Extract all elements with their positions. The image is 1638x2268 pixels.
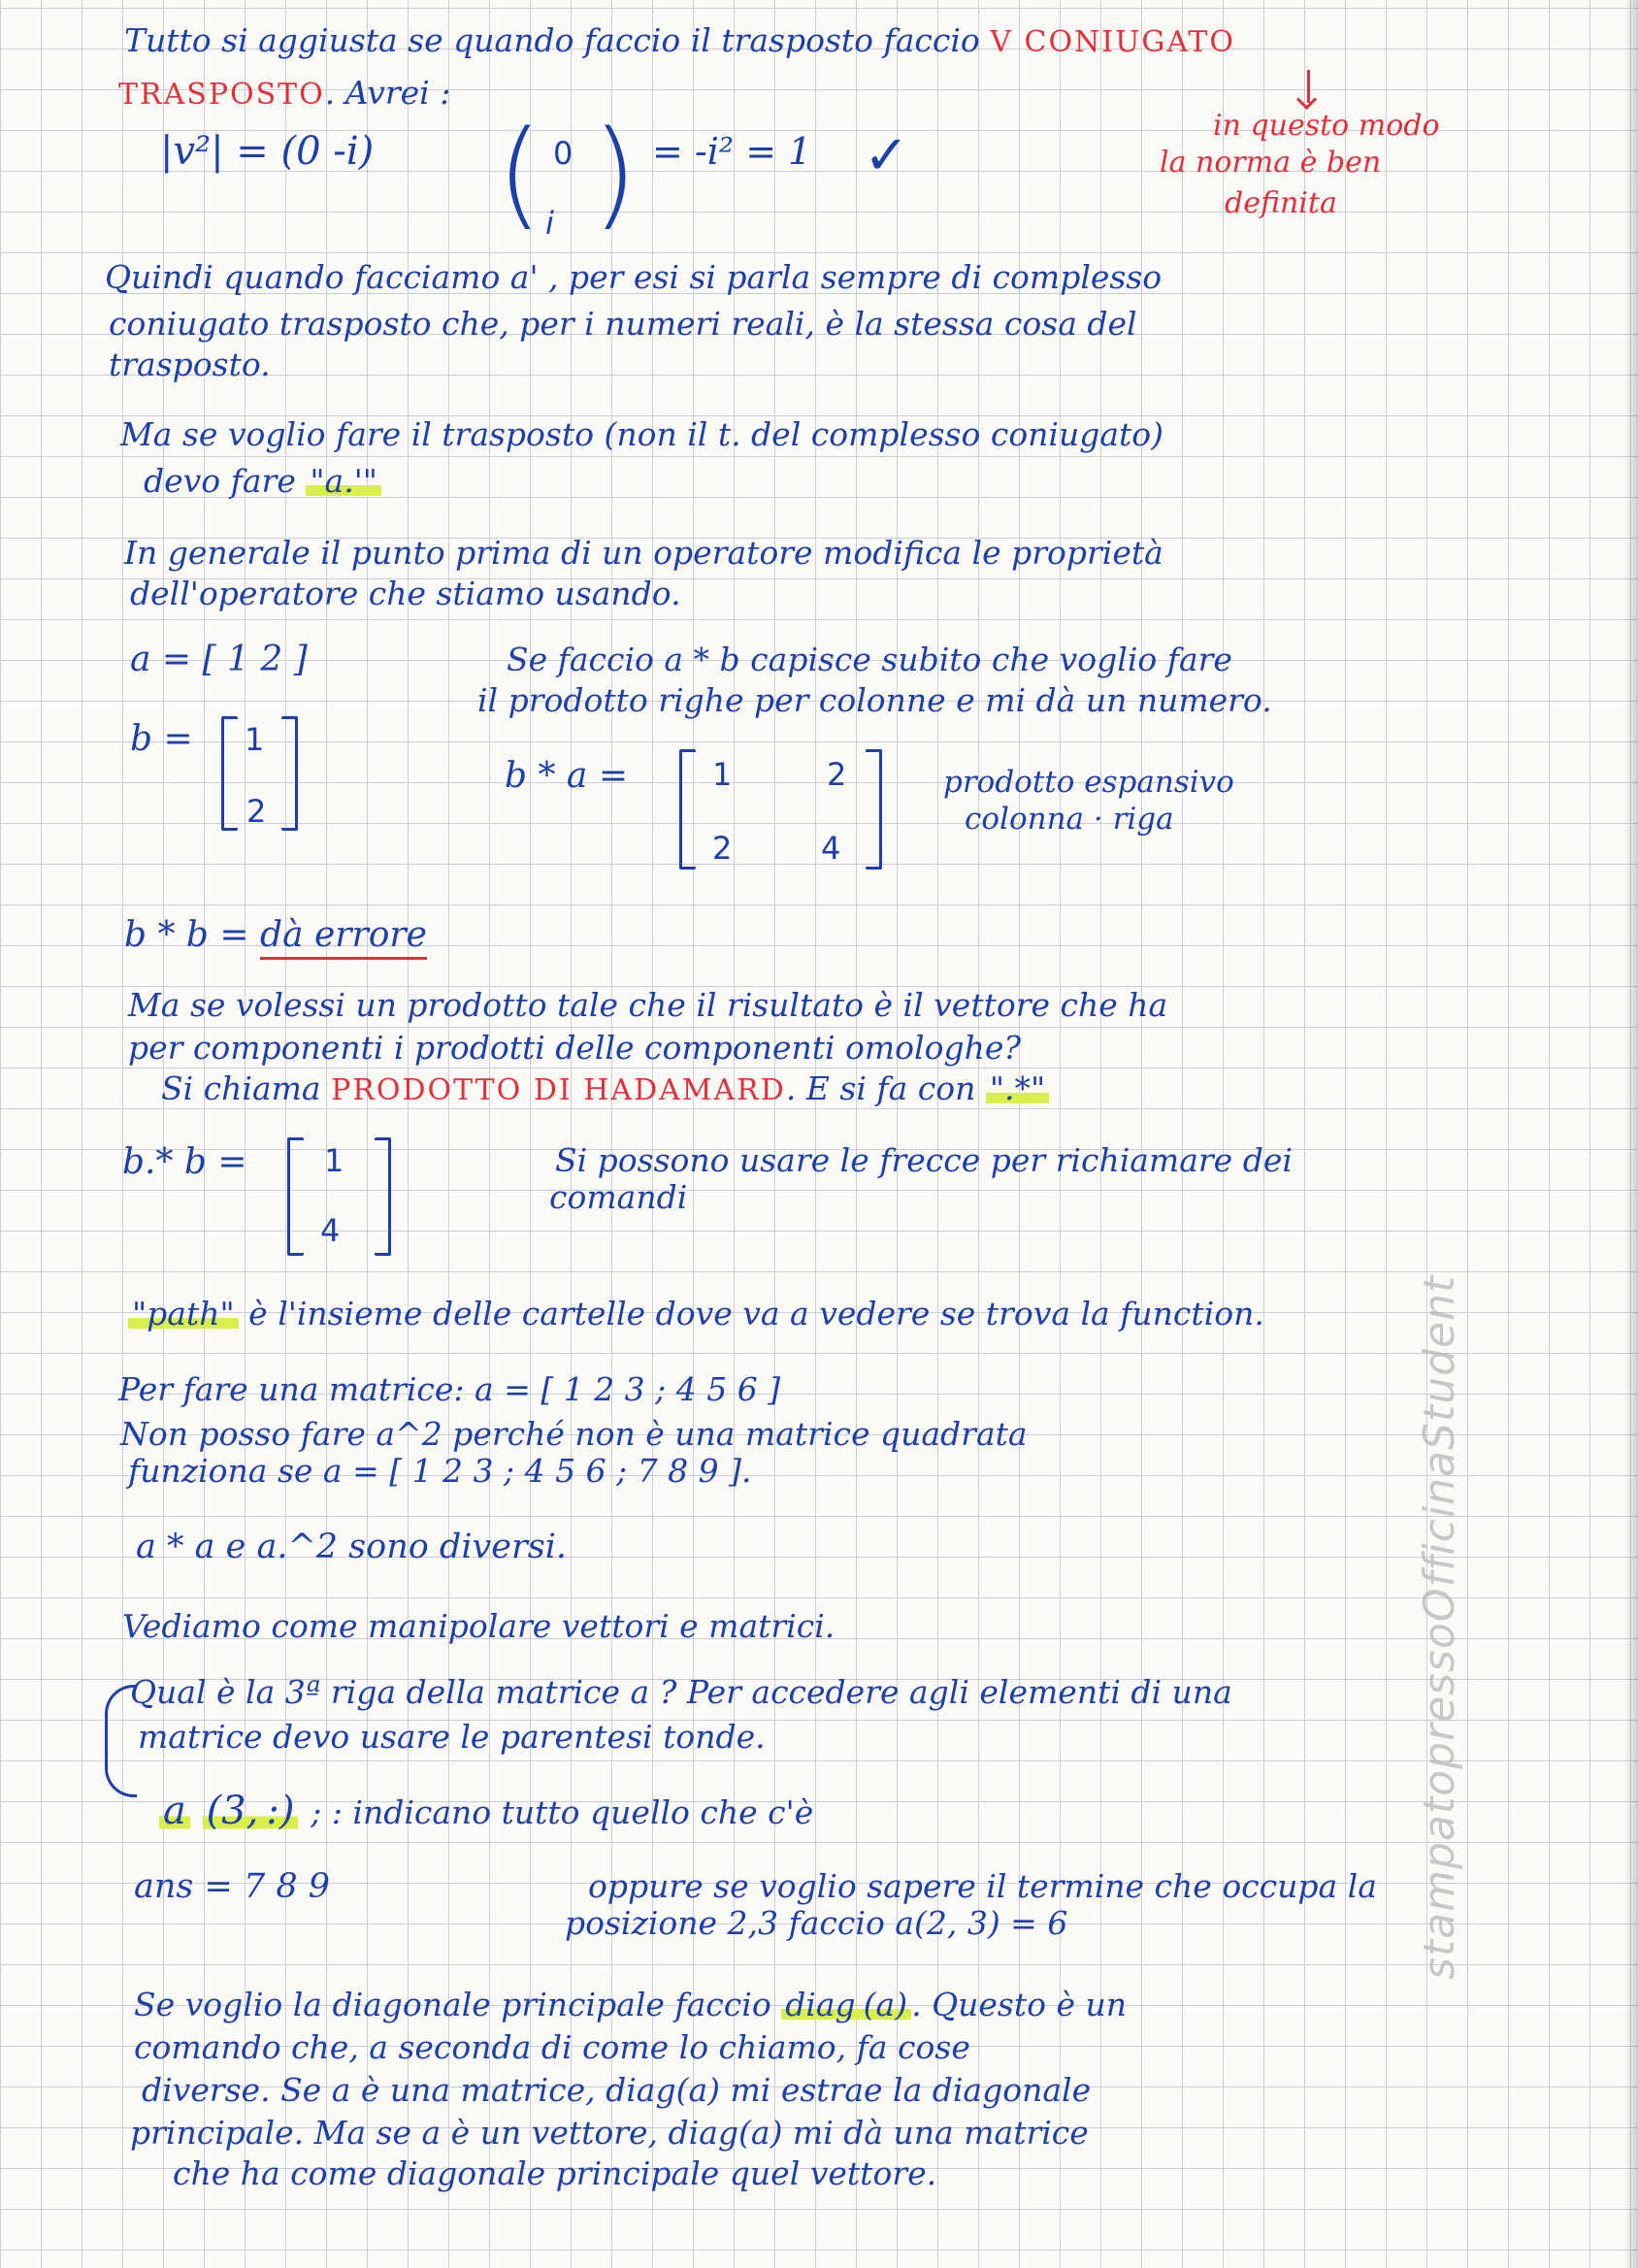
text-line: dell'operatore che stiamo usando.	[130, 575, 681, 612]
text-line	[128, 1295, 1264, 1333]
text-span: . Avrei :	[324, 74, 451, 112]
matrix-cell: 2	[246, 793, 267, 830]
red-term: V CONIUGATO	[990, 25, 1236, 59]
text-line: Quindi quando facciamo a' , per esi si parla sempre di complesso	[105, 258, 1163, 296]
vector-b-label: b =	[130, 719, 193, 759]
text-line: funziona se a = [ 1 2 3 ; 4 5 6 ; 7 8 9 ].	[128, 1452, 752, 1490]
highlighted-code: a	[159, 1789, 190, 1833]
text-span: ; : indicano tutto quello che c'è	[311, 1793, 814, 1831]
paren-left: (	[497, 107, 542, 242]
text-line: Qual è la 3ª riga della matrice a ? Per accedere agli elementi di una	[130, 1673, 1232, 1711]
text-span: Se voglio la diagonale principale faccio	[134, 1986, 771, 2023]
text-line: a * a e a.^2 sono diversi.	[136, 1528, 568, 1566]
highlighted-code: (3,	[203, 1789, 263, 1833]
text-line: posizione 2,3 faccio a(2, 3) = 6	[565, 1904, 1068, 1942]
text-line	[124, 21, 1235, 62]
highlighted-code: ".*"	[986, 1069, 1049, 1107]
red-term: TRASPOSTO	[118, 78, 325, 112]
bracket-right	[281, 716, 298, 831]
text-line: Vediamo come manipolare vettori e matrici.	[122, 1607, 835, 1645]
bracket-left	[287, 1137, 304, 1256]
red-term: PRODOTTO DI HADAMARD	[331, 1073, 786, 1107]
bracket-right	[866, 749, 882, 870]
text-line: trasposto.	[109, 345, 271, 383]
text-line: Per fare una matrice: a = [ 1 2 3 ; 4 5 6 ]	[118, 1370, 781, 1408]
highlighted-code: :)	[262, 1789, 298, 1833]
text-line: oppure se voglio sapere il termine che occupa la	[588, 1867, 1377, 1905]
text-line	[118, 74, 450, 115]
matrix-cell: 4	[320, 1212, 341, 1249]
vector-a-def: a = [ 1 2 ]	[130, 640, 308, 679]
text-line: diverse. Se a è una matrice, diag(a) mi estrae la diagonale	[142, 2071, 1092, 2109]
text-span: devo fare	[144, 462, 296, 500]
arrow-down-icon	[1307, 70, 1310, 103]
text-line: il prodotto righe per colonne e mi dà un numero.	[477, 681, 1272, 719]
norm-result: = -i² = 1	[652, 130, 812, 173]
text-line: Non posso fare a^2 perché non è una matrice quadrata	[120, 1415, 1028, 1453]
text-span: è l'insieme delle cartelle dove va a vedere se trova la function.	[248, 1295, 1264, 1332]
text-line: matrice devo usare le parentesi tonde.	[138, 1718, 766, 1756]
bracket-left	[221, 716, 238, 831]
text-line: per componenti i prodotti delle componenti omologhe?	[128, 1029, 1022, 1067]
matrix-cell: 1	[245, 721, 265, 758]
text-line: colonna · riga	[965, 802, 1174, 837]
page-edge	[1624, 0, 1638, 2268]
text-line: In generale il punto prima di un operatore modifica le proprietà	[124, 534, 1163, 572]
text-line	[161, 1069, 1049, 1110]
highlighted-code: "path"	[128, 1295, 239, 1332]
matrix-cell: 4	[821, 830, 841, 867]
watermark: stampatopressoOfficinaStudent	[1415, 1274, 1464, 1980]
text-span: b * b =	[124, 915, 249, 955]
highlighted-code: "a.'"	[306, 462, 381, 500]
text-span: . E si fa con	[785, 1069, 976, 1107]
note-line: la norma è ben	[1160, 146, 1382, 180]
norm-equation: |v²| = (0 -i)	[160, 129, 375, 174]
text-line	[124, 916, 427, 955]
matrix-cell: 1	[324, 1142, 344, 1179]
highlighted-code: (a)	[860, 1986, 911, 2023]
matrix-cell: 2	[712, 830, 733, 867]
matrix-cell: 0	[553, 135, 573, 172]
error-text: dà errore	[260, 915, 427, 960]
text-span: Tutto si aggiusta se quando faccio il trasposto faccio	[124, 21, 980, 59]
matrix-cell: 1	[712, 756, 733, 793]
text-line: Ma se voglio fare il trasposto (non il t. del complesso coniugato)	[120, 415, 1164, 453]
highlighted-code: diag	[781, 1986, 859, 2023]
note-line: definita	[1225, 186, 1337, 220]
paren-right: )	[592, 107, 638, 242]
text-line: Se faccio a * b capisce subito che voglio fare	[507, 641, 1232, 678]
text-span: . Questo è un	[911, 1986, 1128, 2023]
bxa-label: b * a =	[505, 756, 629, 796]
text-line: comandi	[549, 1178, 688, 1216]
note-line: in questo modo	[1213, 109, 1440, 143]
text-line: Si possono usare le frecce per richiamare dei	[555, 1141, 1293, 1179]
matrix-cell: 2	[827, 756, 847, 793]
text-line	[134, 1986, 1127, 2024]
bracket-right	[375, 1137, 391, 1256]
text-span: Si chiama	[161, 1069, 321, 1107]
text-line: coniugato trasposto che, per i numeri reali, è la stessa cosa del	[109, 305, 1137, 343]
text-line: ans = 7 8 9	[134, 1867, 331, 1906]
text-line: b.* b =	[122, 1142, 247, 1182]
text-line: comando che, a seconda di come lo chiamo, fa cose	[134, 2028, 970, 2066]
check-icon: ✓	[864, 124, 909, 187]
text-line	[159, 1791, 813, 1832]
bracket-left	[679, 749, 696, 870]
text-line	[144, 462, 381, 501]
text-line: Ma se volessi un prodotto tale che il risultato è il vettore che ha	[128, 986, 1168, 1024]
matrix-cell: i	[545, 205, 554, 242]
text-line: prodotto espansivo	[943, 765, 1234, 800]
text-line: che ha come diagonale principale quel vettore.	[173, 2154, 937, 2192]
text-line: principale. Ma se a è un vettore, diag(a) mi dà una matrice	[130, 2114, 1089, 2152]
